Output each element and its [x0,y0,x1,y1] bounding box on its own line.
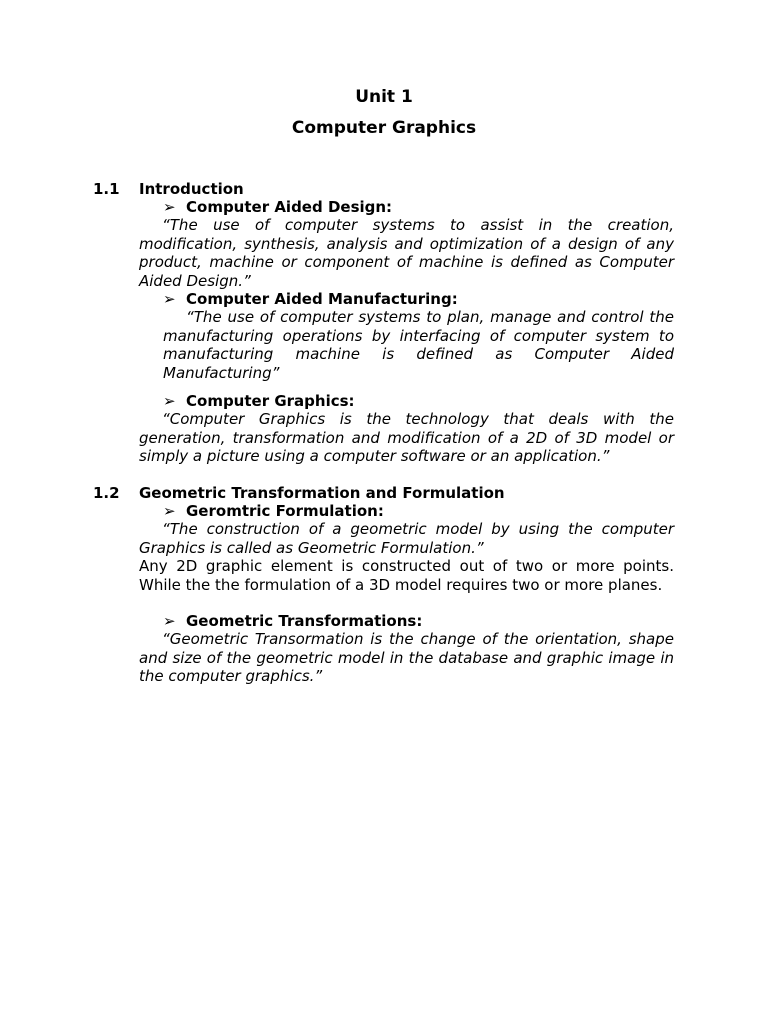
cg-label: Computer Graphics: [186,392,355,410]
section-heading-introduction: Introduction [139,180,244,198]
section-number-1-2: 1.2 [93,484,120,502]
cad-definition-text: “The use of computer systems to assist in the creation, modification, synthesis, analysis and optimization of a design of any product, machine or component of machine is defined as Computer Aided Design.” [139,216,674,290]
gt-definition [139,630,674,686]
bullet-cam [163,290,458,308]
gt-definition-text: “Geometric Transormation is the change of the orientation, shape and size of the geometric model in the database and graphic image in the computer graphics.” [139,630,674,685]
unit-title: Unit 1 [355,87,413,107]
bullet-gf [163,502,384,520]
cad-definition [139,216,674,290]
cad-label: Computer Aided Design: [186,198,393,216]
gf-definition-text: “The construction of a geometric model by using the computer Graphics is called as Geometric Formulation.” [139,520,674,557]
page-title: Computer Graphics [291,118,477,138]
arrow-bullet-icon: ➢ [163,392,176,410]
arrow-bullet-icon: ➢ [163,198,176,216]
section-heading-geometric: Geometric Transformation and Formulation [139,484,505,502]
arrow-bullet-icon: ➢ [163,290,176,308]
arrow-bullet-icon: ➢ [163,612,176,630]
bullet-cg [163,392,355,410]
cam-definition [163,308,674,382]
arrow-bullet-icon: ➢ [163,502,176,520]
cg-definition-text: “Computer Graphics is the technology that deals with the generation, transformation and modification of a 2D of 3D model or simply a picture using a computer software or an application.” [139,410,674,465]
gt-label: Geometric Transformations: [186,612,423,630]
gf-definition [139,520,674,557]
cam-definition-text: “The use of computer systems to plan, manage and control the manufacturing operations by interfacing of computer system to manufacturing machine is defined as Computer Aided Manufacturing” [163,308,674,382]
gf-label: Geromtric Formulation: [186,502,384,520]
bullet-gt [163,612,422,630]
cg-definition [139,410,674,466]
bullet-cad [163,198,392,216]
cam-label: Computer Aided Manufacturing: [186,290,458,308]
gf-extra-paragraph: Any 2D graphic element is constructed out of two or more points. While the the formulation of a 3D model requires two or more planes. [139,557,674,594]
section-number-1-1: 1.1 [93,180,120,198]
